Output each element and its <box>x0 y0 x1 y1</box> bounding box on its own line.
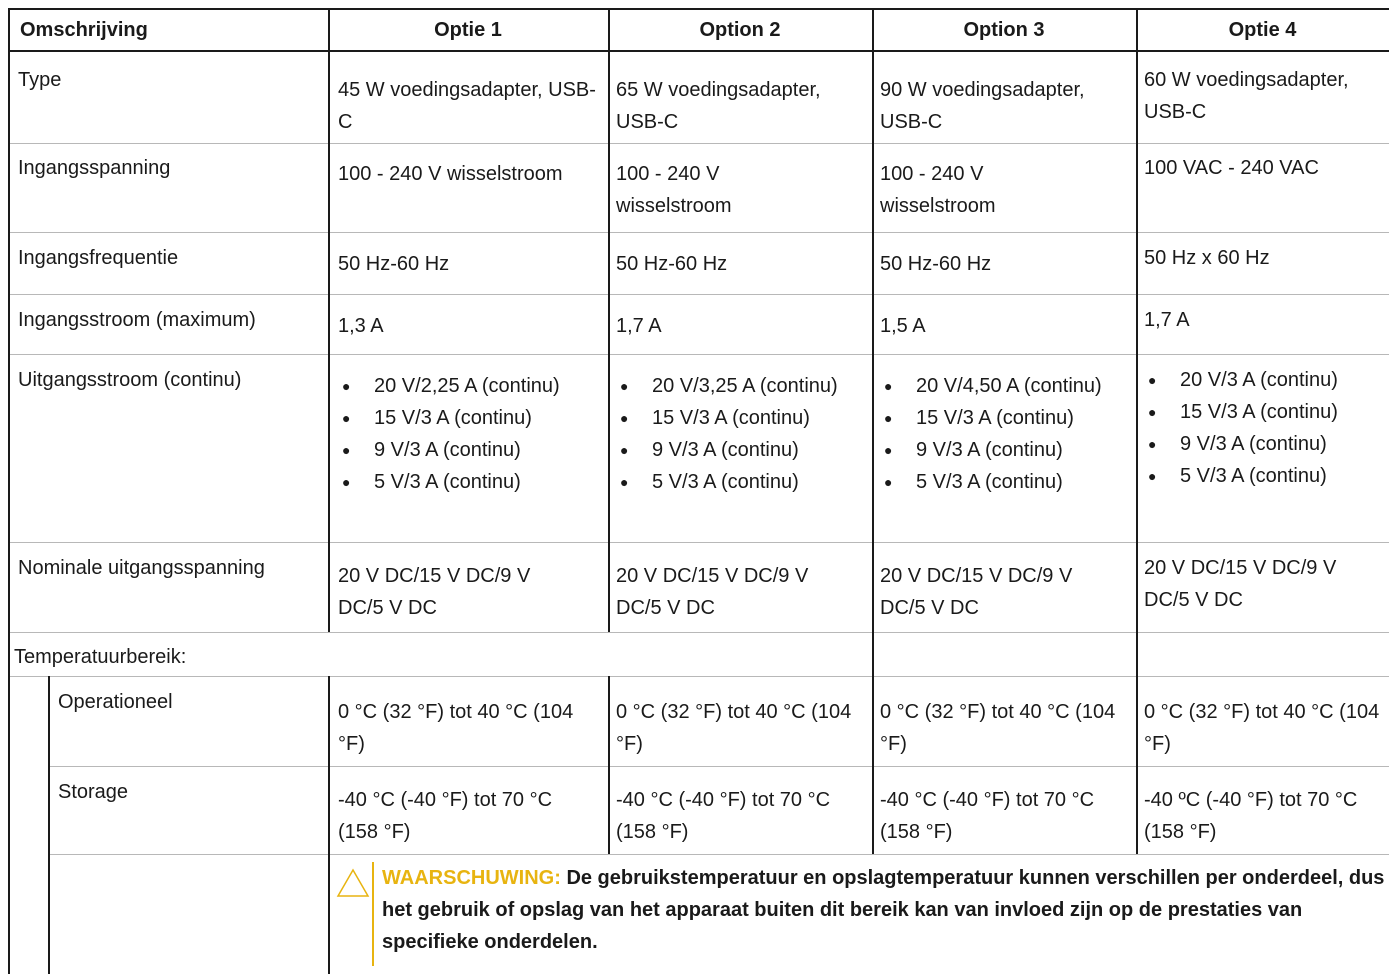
nominal-opt4: 20 V DC/15 V DC/9 V DC/5 V DC <box>1144 557 1337 611</box>
row-label-operational: Operationeel <box>58 691 173 713</box>
row-label-output-current: Uitgangsstroom (continu) <box>18 369 242 391</box>
border-left <box>8 8 10 974</box>
row-label-type: Type <box>18 69 62 91</box>
nominal-opt1: 20 V DC/15 V DC/9 V DC/5 V DC <box>338 565 531 619</box>
storage-opt3: -40 °C (-40 °F) tot 70 °C (158 °F) <box>880 789 1095 843</box>
indent-divider <box>48 676 50 974</box>
frequency-opt1: 50 Hz-60 Hz <box>338 253 450 275</box>
list-item: ● 15 V/3 A (continu) <box>880 402 1135 434</box>
list-item: ● 5 V/3 A (continu) <box>1144 460 1389 492</box>
list-item: ● 15 V/3 A (continu) <box>1144 396 1389 428</box>
list-item: ● 15 V/3 A (continu) <box>616 402 871 434</box>
frequency-opt3: 50 Hz-60 Hz <box>880 253 992 275</box>
row-label-frequency: Ingangsfrequentie <box>18 247 179 269</box>
row-divider <box>8 143 1389 144</box>
type-opt4: 60 W voedingsadapter, USB-C <box>1144 69 1349 123</box>
header-option-2: Option 2 <box>699 19 781 41</box>
row-divider <box>8 676 1389 677</box>
spec-table <box>8 8 1389 974</box>
list-item: ● 20 V/3 A (continu) <box>1144 364 1389 396</box>
header-option-3: Option 3 <box>963 19 1045 41</box>
storage-opt1: -40 °C (-40 °F) tot 70 °C (158 °F) <box>338 789 553 843</box>
storage-opt2: -40 °C (-40 °F) tot 70 °C (158 °F) <box>616 789 831 843</box>
header-option-1: Optie 1 <box>434 19 502 41</box>
row-label-input-current: Ingangsstroom (maximum) <box>18 309 256 331</box>
list-item: ● 9 V/3 A (continu) <box>1144 428 1389 460</box>
output-current-list-opt3 <box>880 370 1135 498</box>
list-item: ● 9 V/3 A (continu) <box>338 434 598 466</box>
voltage-opt1: 100 - 240 V wisselstroom <box>338 163 563 185</box>
input-current-opt3: 1,5 A <box>880 315 926 337</box>
row-divider <box>8 294 1389 295</box>
storage-opt4: -40 ºC (-40 °F) tot 70 °C (158 °F) <box>1144 789 1358 843</box>
column-divider <box>1136 8 1138 854</box>
operational-opt4: 0 °C (32 °F) tot 40 °C (104 °F) <box>1144 701 1380 755</box>
row-label-nominal-voltage: Nominale uitgangsspanning <box>18 557 265 579</box>
list-item: ● 15 V/3 A (continu) <box>338 402 598 434</box>
warning-body: De gebruikstemperatuur en opslagtemperatuur kunnen verschillen per onderdeel, dus het gebruik of opslag van het apparaat buiten dit bereik kan van invloed zijn op de prestaties van specifieke onderdelen. <box>382 867 1385 953</box>
row-divider <box>8 632 1389 633</box>
list-item: ● 20 V/3,25 A (continu) <box>616 370 871 402</box>
row-divider <box>50 854 1389 855</box>
list-item: ● 5 V/3 A (continu) <box>880 466 1135 498</box>
frequency-opt4: 50 Hz x 60 Hz <box>1144 247 1270 269</box>
header-description: Omschrijving <box>20 19 148 41</box>
list-item: ● 20 V/4,50 A (continu) <box>880 370 1135 402</box>
type-opt1: 45 W voedingsadapter, USB-C <box>338 79 596 133</box>
list-item: ● 20 V/2,25 A (continu) <box>338 370 598 402</box>
row-divider <box>8 232 1389 233</box>
header-underline <box>8 50 1389 52</box>
column-divider <box>328 676 330 974</box>
list-item: ● 5 V/3 A (continu) <box>616 466 871 498</box>
warning-triangle-icon <box>336 868 370 898</box>
row-label-voltage: Ingangsspanning <box>18 157 171 179</box>
type-opt2: 65 W voedingsadapter, USB-C <box>616 79 821 133</box>
nominal-opt2: 20 V DC/15 V DC/9 V DC/5 V DC <box>616 565 809 619</box>
output-current-list-opt2 <box>616 370 871 498</box>
operational-opt2: 0 °C (32 °F) tot 40 °C (104 °F) <box>616 701 852 755</box>
voltage-opt4: 100 VAC - 240 VAC <box>1144 157 1319 179</box>
list-item: ● 5 V/3 A (continu) <box>338 466 598 498</box>
type-opt3: 90 W voedingsadapter, USB-C <box>880 79 1085 133</box>
input-current-opt1: 1,3 A <box>338 315 384 337</box>
input-current-opt2: 1,7 A <box>616 315 662 337</box>
list-item: ● 9 V/3 A (continu) <box>880 434 1135 466</box>
frequency-opt2: 50 Hz-60 Hz <box>616 253 728 275</box>
voltage-opt3: 100 - 240 V wisselstroom <box>880 163 996 217</box>
header-option-4: Optie 4 <box>1228 19 1297 41</box>
border-top <box>8 8 1389 10</box>
warning-text <box>382 862 1389 958</box>
nominal-opt3: 20 V DC/15 V DC/9 V DC/5 V DC <box>880 565 1073 619</box>
operational-opt3: 0 °C (32 °F) tot 40 °C (104 °F) <box>880 701 1116 755</box>
row-divider <box>8 354 1389 355</box>
column-divider <box>872 8 874 854</box>
column-divider <box>328 8 330 632</box>
voltage-opt2: 100 - 240 V wisselstroom <box>616 163 732 217</box>
output-current-list-opt4 <box>1144 364 1389 492</box>
warning-accent-bar <box>372 862 374 966</box>
row-label-storage: Storage <box>58 781 129 803</box>
column-divider <box>608 676 610 854</box>
row-divider <box>50 766 1389 767</box>
row-divider <box>8 542 1389 543</box>
input-current-opt4: 1,7 A <box>1144 309 1190 331</box>
output-current-list-opt1 <box>338 370 598 498</box>
operational-opt1: 0 °C (32 °F) tot 40 °C (104 °F) <box>338 701 574 755</box>
column-divider <box>608 8 610 632</box>
warning-label: WAARSCHUWING: <box>382 867 561 889</box>
list-item: ● 9 V/3 A (continu) <box>616 434 871 466</box>
row-label-temperature-range: Temperatuurbereik: <box>14 646 187 668</box>
